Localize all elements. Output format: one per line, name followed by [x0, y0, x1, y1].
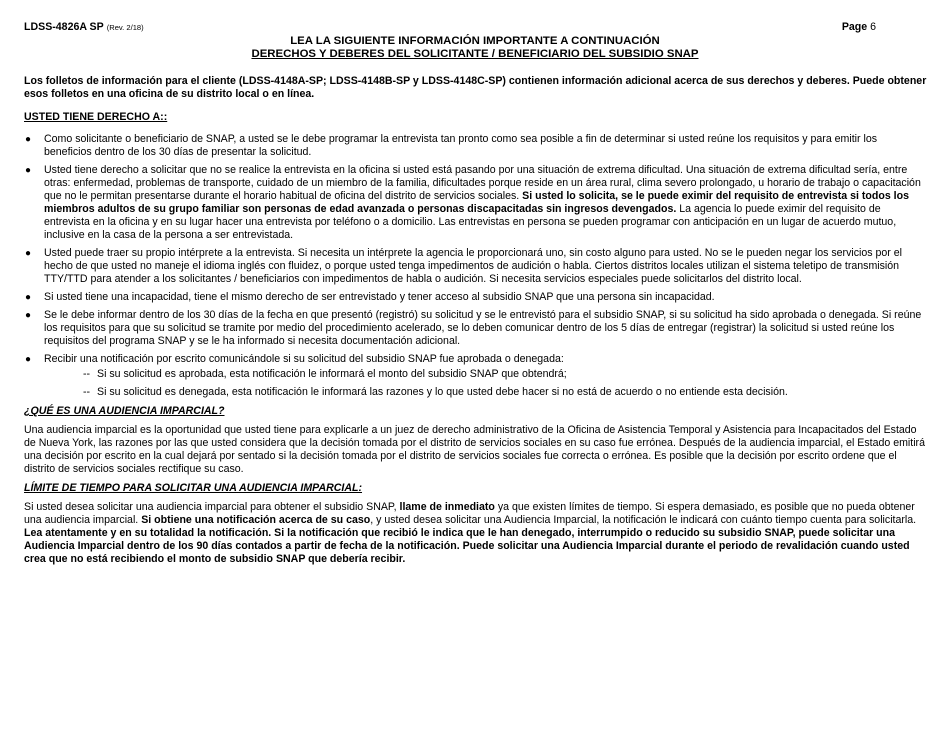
- bullet-icon: ●: [25, 248, 32, 259]
- bullet-text: Usted puede traer su propio intérprete a la entrevista. Si necesita un intérprete la agencia le proporcionará uno, sin costo alguno para usted. No se le pueden negar los servicios por el hecho de que usted no maneje el idioma inglés con fluidez, o porque usted tenga impedimentos de audición o habla. Ciertos distritos locales utilizan el sistema teletipo de transmisión TTY/TTD para atender a los solicitantes / beneficiarios con impedimentos de habla o audición. Si necesita servicios especiales puede solicitarlos del distrito local.: [44, 247, 903, 285]
- deadline-bold-text: Lea atentamente y en su totalidad la notificación. Si la notificación que recibió le indica que le han denegado, interrumpido o reducido su subsidio SNAP, puede solicitar una Audiencia Imparcial dentro de los 90 días contados a partir de fecha de la notificación. Puede solicitar una Audiencia Imparcial durante el periodo de revalidación cuando usted crea que no está recibiendo el monto de subsidio SNAP que debería recibir.: [24, 527, 910, 565]
- form-revision: (Rev. 2/18): [106, 23, 144, 32]
- bullet-text: Como solicitante o beneficiario de SNAP, a usted se le debe programar la entrevista tan pronto como sea posible a fin de determinar si usted reúne los requisitos y para emitir los beneficios dentro de los 30 días de presentar la solicitud.: [44, 133, 878, 158]
- page-label: Page: [841, 21, 868, 33]
- bullet-text: La agencia lo puede eximir del requisito de entrevista en la oficina y en su lugar hacer una entrevista por teléfono o a domicilio. Las entrevistas en persona se pueden programar con anticipación en un lugar de acuerdo mutuo, inclusive en la casa de la persona a ser entrevistada.: [44, 203, 897, 241]
- deadline-bold-text: llame de inmediato: [399, 501, 495, 513]
- list-item: [24, 291, 927, 304]
- form-number: LDSS-4826A SP: [24, 21, 104, 33]
- deadline-paragraph: [24, 501, 927, 566]
- dash-marker: --: [83, 368, 91, 380]
- page-number: [842, 21, 876, 33]
- list-item: [24, 164, 927, 242]
- bullet-icon: ●: [25, 310, 32, 321]
- sub-item-text: Si su solicitud es aprobada, esta notificación le informará el monto del subsidio SNAP que obtendrá;: [97, 368, 567, 380]
- title-block: [0, 35, 950, 61]
- document-body: [24, 75, 927, 572]
- hearing-heading: ¿QUÉ ES UNA AUDIENCIA IMPARCIAL?: [24, 405, 225, 417]
- sub-list: [44, 368, 927, 399]
- page-number-value: 6: [870, 21, 876, 33]
- form-id: [24, 21, 144, 33]
- bullet-text: Usted tiene derecho a solicitar que no se realice la entrevista en la oficina si usted está pasando por una situación de extrema dificultad. Una situación de extrema dificultad sería, entre otras: enfermedad, problemas de transporte, cuidado de un miembro de la familia, dificultades porque reside en un área rural, clima severo prolongado, u horario de trabajo o capacitación que no le permitan presentarse durante el horario habitual de oficina del distrito de servicios sociales.: [44, 164, 921, 202]
- intro-paragraph: Los folletos de información para el cliente (LDSS-4148A-SP; LDSS-4148B-SP y LDSS-4148C-SP) contienen información adicional acerca de sus derechos y deberes. Puede obtener esos folletos en una oficina de su distrito local o en línea.: [24, 75, 927, 100]
- deadline-text: Si usted desea solicitar una audiencia imparcial para obtener el subsidio SNAP,: [24, 501, 400, 513]
- deadline-bold-text: Si obtiene una notificación acerca de su caso: [141, 514, 371, 526]
- bullet-icon: ●: [25, 165, 32, 176]
- bullet-text: Si usted tiene una incapacidad, tiene el mismo derecho de ser entrevistado y tener acceso al subsidio SNAP que una persona sin incapacidad.: [44, 291, 715, 303]
- dash-marker: --: [83, 386, 91, 398]
- hearing-paragraph: Una audiencia imparcial es la oportunidad que usted tiene para explicarle a un juez de derecho administrativo de la Oficina de Asistencia Temporal y Asistencia para Incapacitados del Estado de Nueva York, las razones por las que usted considera que la decisión tomada por el distrito de servicios sociales en su caso fue errónea. Después de la audiencia imparcial, el Estado emitirá una decisión por escrito en la cual dejará por sentado si la decisión tomada por el distrito de servicios sociales fue correcta o errónea. Es posible que la decisión por escrito ordene que el distrito de servicios sociales rectifique su caso.: [24, 424, 925, 475]
- list-item: [24, 353, 927, 399]
- list-item: [24, 247, 927, 286]
- bullet-bold-text: Si usted lo solicita, se le puede eximir del requisito de entrevista si todos los miembros adultos de su grupo familiar son personas de edad avanzada o personas discapacitadas sin ingresos devengados.: [44, 190, 909, 215]
- sub-item-text: Si su solicitud es denegada, esta notificación le informará las razones y lo que usted debe hacer si no está de acuerdo o no entiende esta decisión.: [97, 386, 788, 398]
- deadline-heading: LÍMITE DE TIEMPO PARA SOLICITAR UNA AUDIENCIA IMPARCIAL:: [24, 482, 363, 494]
- rights-heading: USTED TIENE DERECHO A::: [24, 111, 168, 123]
- bullet-text: Se le debe informar dentro de los 30 días de la fecha en que presentó (registró) su solicitud y se le entrevistó para el subsidio SNAP, si su solicitud ha sido aprobada o denegada. Si reúne los requisitos para que su solicitud se tramite por medio del procedimiento acelerado, se lo deben comunicar dentro de los 5 días de entregar (registrar) la solicitud si usted reúne los requisitos del programa SNAP y se le ha informado si necesita documentación adicional.: [44, 309, 922, 347]
- rights-list: [24, 133, 927, 399]
- deadline-text: , y usted desea solicitar una Audiencia Imparcial, la notificación le indicará con cuánto tiempo cuenta para solicitarla.: [370, 514, 917, 526]
- title-line-1: LEA LA SIGUIENTE INFORMACIÓN IMPORTANTE A CONTINUACIÓN: [290, 35, 660, 47]
- bullet-icon: ●: [25, 292, 32, 303]
- sub-item: [44, 386, 927, 399]
- bullet-text: Recibir una notificación por escrito comunicándole si su solicitud del subsidio SNAP fue aprobada o denegada:: [44, 353, 564, 365]
- deadline-text: ya que existen límites de tiempo. Si espera demasiado, es posible que no pueda obtener una audiencia imparcial.: [24, 501, 915, 526]
- bullet-icon: ●: [25, 354, 32, 365]
- sub-item: [44, 368, 927, 381]
- list-item: [24, 133, 927, 159]
- list-item: [24, 309, 927, 348]
- bullet-icon: ●: [25, 134, 32, 145]
- title-line-2: DERECHOS Y DEBERES DEL SOLICITANTE / BENEFICIARIO DEL SUBSIDIO SNAP: [251, 48, 699, 60]
